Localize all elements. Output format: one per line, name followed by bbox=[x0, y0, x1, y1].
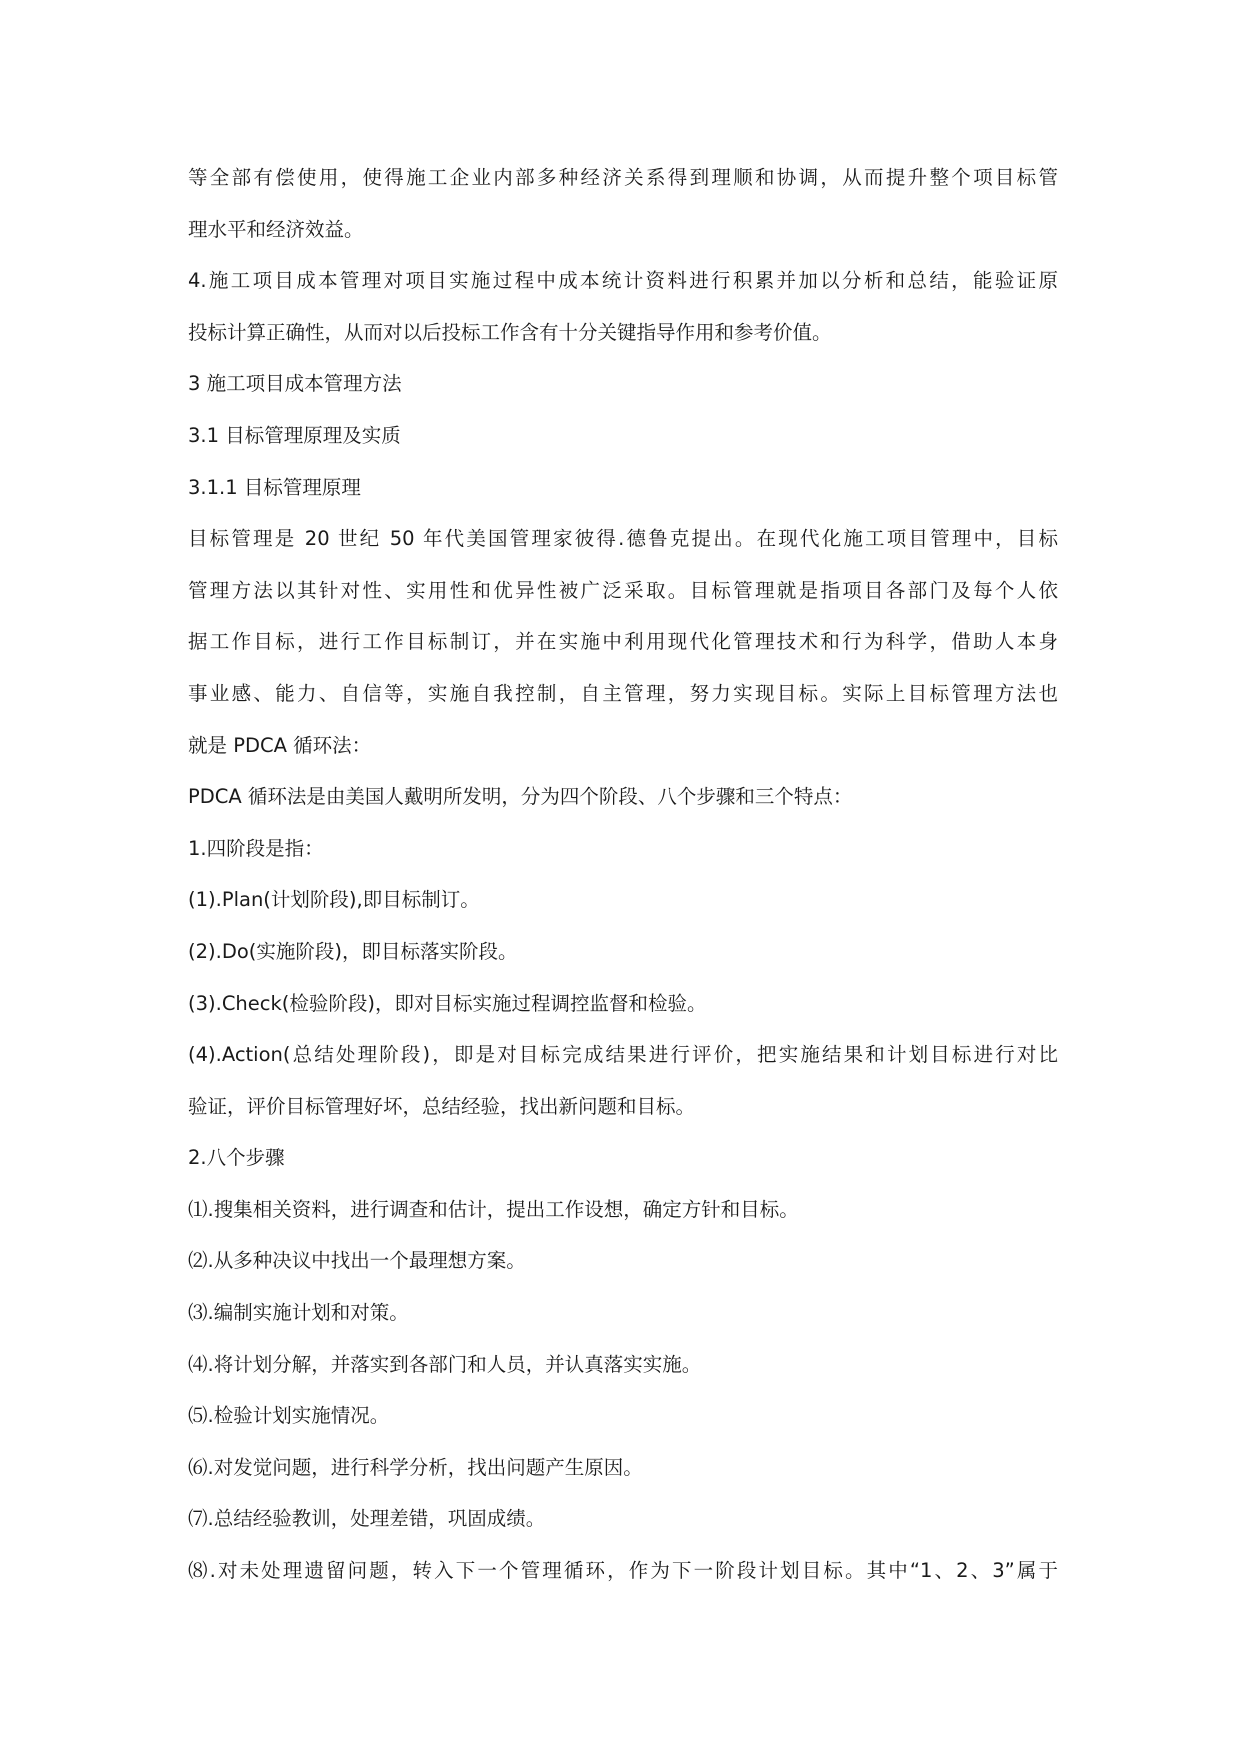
document-page bbox=[188, 152, 1058, 1597]
text-line: 管理方法以其针对性、实用性和优异性被广泛采取。目标管理就是指项目各部门及每个人依 bbox=[188, 578, 1058, 602]
text-line: 验证，评价目标管理好坏，总结经验，找出新问题和目标。 bbox=[188, 1094, 696, 1118]
text-line: 4.施工项目成本管理对项目实施过程中成本统计资料进行积累并加以分析和总结，能验证原 bbox=[188, 269, 1058, 293]
text-line: 3.1.1 目标管理原理 bbox=[188, 475, 361, 499]
text-line: 据工作目标，进行工作目标制订，并在实施中利用现代化管理技术和行为科学，借助人本身 bbox=[188, 630, 1058, 654]
text-line: ⑴.搜集相关资料，进行调查和估计，提出工作设想，确定方针和目标。 bbox=[188, 1197, 799, 1221]
text-line: 就是 PDCA 循环法： bbox=[188, 733, 372, 757]
text-line: ⑵.从多种决议中找出一个最理想方案。 bbox=[188, 1249, 526, 1273]
text-line: 2.八个步骤 bbox=[188, 1146, 285, 1170]
text-line: (3).Check(检验阶段)，即对目标实施过程调控监督和检验。 bbox=[188, 991, 707, 1015]
text-line: ⑸.检验计划实施情况。 bbox=[188, 1404, 390, 1428]
text-line: PDCA 循环法是由美国人戴明所发明，分为四个阶段、八个步骤和三个特点： bbox=[188, 785, 853, 809]
text-line: ⑺.总结经验教训，处理差错，巩固成绩。 bbox=[188, 1507, 546, 1531]
text-line: (1).Plan(计划阶段),即目标制订。 bbox=[188, 888, 480, 912]
text-line: ⑶.编制实施计划和对策。 bbox=[188, 1301, 409, 1325]
text-line: 3.1 目标管理原理及实质 bbox=[188, 423, 401, 447]
text-line: 事业感、能力、自信等，实施自我控制，自主管理，努力实现目标。实际上目标管理方法也 bbox=[188, 681, 1058, 705]
text-line: (4).Action(总结处理阶段)，即是对目标完成结果进行评价，把实施结果和计划目标进行对比 bbox=[188, 1043, 1058, 1067]
text-line: 3 施工项目成本管理方法 bbox=[188, 372, 402, 396]
text-line: 等全部有偿使用，使得施工企业内部多种经济关系得到理顺和协调，从而提升整个项目标管 bbox=[188, 166, 1058, 189]
text-line: 投标计算正确性，从而对以后投标工作含有十分关键指导作用和参考价值。 bbox=[188, 320, 832, 344]
text-line: 理水平和经济效益。 bbox=[188, 217, 364, 241]
text-line: 1.四阶段是指： bbox=[188, 836, 324, 860]
text-line: 目标管理是 20 世纪 50 年代美国管理家彼得.德鲁克提出。在现代化施工项目管理中，目标 bbox=[188, 527, 1058, 551]
text-line: ⑷.将计划分解，并落实到各部门和人员，并认真落实实施。 bbox=[188, 1352, 702, 1376]
text-line: ⑻.对未处理遗留问题，转入下一个管理循环，作为下一阶段计划目标。其中“1、2、3”属于 bbox=[188, 1559, 1058, 1583]
text-line: ⑹.对发觉问题，进行科学分析，找出问题产生原因。 bbox=[188, 1455, 643, 1479]
text-line: (2).Do(实施阶段)，即目标落实阶段。 bbox=[188, 939, 518, 963]
